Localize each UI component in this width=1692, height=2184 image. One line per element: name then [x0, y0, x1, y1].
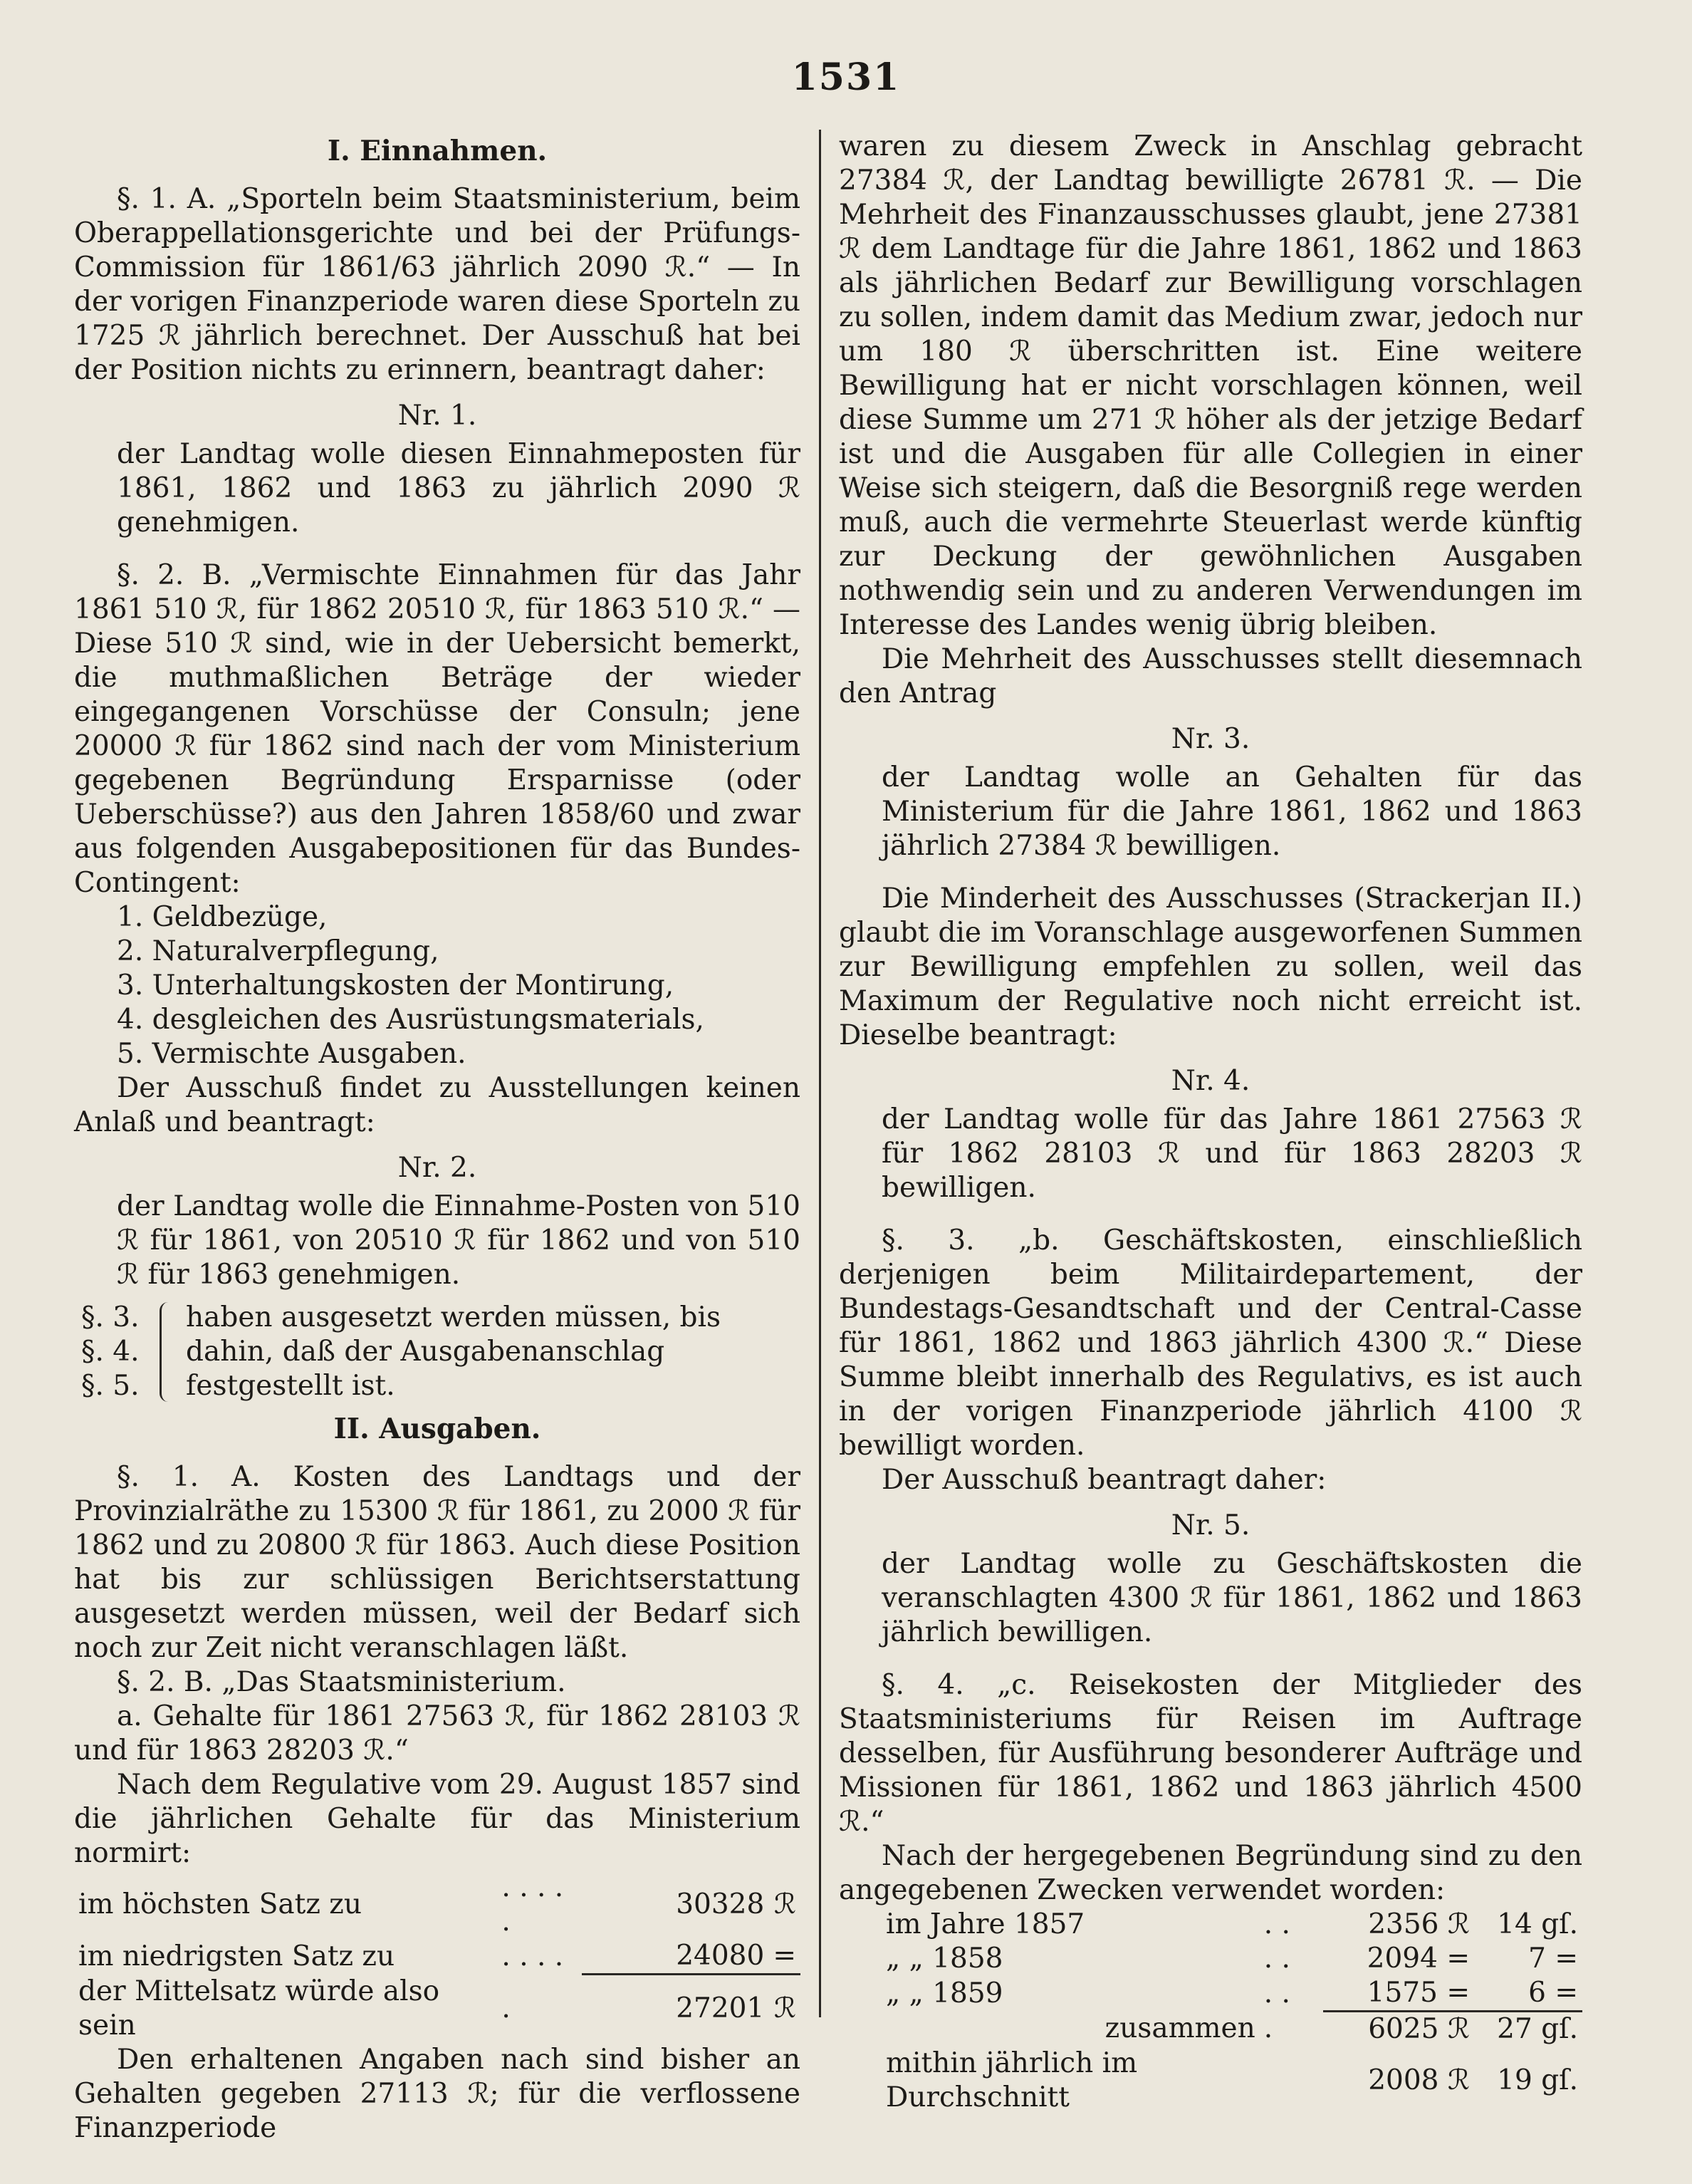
brace-refs: [74, 1301, 160, 1403]
table-row: [882, 1976, 1582, 2012]
sum-row: [882, 2012, 1582, 2047]
paragraph: §. 4. „c. Reisekosten der Mitglieder des Staatsministeriums für Reisen im Auftrage desselben, für Ausführung besonderer Aufträge und Missionen für 1861, 1862 und 1863 jährlich 4500 ℛ.“: [839, 1669, 1582, 1838]
travel-cost-table: [882, 1908, 1582, 2115]
list-item: 4. desgleichen des Ausrüstungsmaterials,: [117, 1004, 704, 1036]
row-groschen: 14 gſ.: [1497, 1908, 1578, 1940]
paragraph: a. Gehalte für 1861 27563 ℛ, für 1862 28103 ℛ und für 1863 28203 ℛ.“: [74, 1700, 800, 1767]
average-groschen: 19 gſ.: [1497, 2064, 1578, 2096]
paragraph: §. 2. B. „Vermischte Einnahmen für das Jahr 1861 510 ℛ, für 1862 20510 ℛ, für 1863 510 ℛ.“ — Diese 510 ℛ sind, wie in der Uebersicht bemerkt, die muthmaßlichen Beträge der wieder eingegangenen Vorschüsse der Consuln; jene 20000 ℛ für 1862 sind nach der vom Ministerium gegebenen Begründung Ersparnisse (oder Ueberschüsse?) aus den Jahren 1858/60 und zwar aus folgenden Ausgabepositionen für das Bundes-Contingent:: [74, 559, 800, 899]
position-list: [74, 900, 800, 1071]
motion-number: Nr. 4.: [1171, 1065, 1250, 1097]
sum-label: der Mittelsatz würde also sein: [78, 1975, 440, 2042]
row-label: im höchsten Satz zu: [78, 1888, 362, 1920]
row-dots: . . . .: [501, 1940, 564, 1972]
row-dots: . .: [1263, 1908, 1290, 1940]
paragraph: §. 3. „b. Geschäftskosten, einschließlich derjenigen beim Militairdepartement, der Bundestags-Gesandtschaft und der Central-Casse für 1861, 1862 und 1863 jährlich 4300 ℛ.“ Diese Summe bleibt innerhalb des Regulativs, es ist auch in der vorigen Finanzperiode jährlich 4100 ℛ bewilligt worden.: [839, 1224, 1582, 1462]
sum-thaler: 6025 ℛ: [1323, 2012, 1474, 2047]
paragraph: Nach dem Regulative vom 29. August 1857 sind die jährlichen Gehalte für das Ministerium normirt:: [74, 1769, 800, 1869]
section-ref: §. 4.: [81, 1336, 140, 1368]
sum-groschen: 27 gſ.: [1474, 2012, 1582, 2047]
row-groschen: 7 =: [1528, 1943, 1578, 1975]
paragraph: Nach der hergegebenen Begründung sind zu den angegebenen Zwecken verwendet worden:: [839, 1840, 1582, 1906]
row-dots: . .: [1263, 1977, 1290, 2009]
row-value: 30328: [676, 1888, 765, 1920]
row-label: „ „ 1858: [886, 1943, 1003, 1975]
motion-text: der Landtag wolle zu Geschäftskosten die veranschlagten 4300 ℛ für 1861, 1862 und 1863 jährlich bewilligen.: [882, 1548, 1582, 1648]
list-item: 1. Geldbezüge,: [117, 901, 328, 933]
column-divider: [819, 130, 821, 2017]
table-row: [882, 1908, 1582, 1942]
row-label: „ „ 1859: [886, 1977, 1003, 2009]
paragraph: waren zu diesem Zweck in Anschlag gebracht 27384 ℛ, der Landtag bewilligte 26781 ℛ. — Die Mehrheit des Finanzausschusses glaubt, jene 27381 ℛ dem Landtage für die Jahre 1861, 1862 und 1863 als jährlichen Bedarf zur Bewilligung vorschlagen zu sollen, indem damit das Medium zwar, jedoch nur um 180 ℛ überschritten ist. Eine weitere Bewilligung hat er nicht vorschlagen können, weil diese Summe um 271 ℛ höher als der jetzige Bedarf ist und die Ausgaben für alle Collegien in einer Weise sich steigern, daß die Besorgniß rege werden muß, auch die vermehrte Steuerlast werde künftig zur Deckung der gewöhnlichen Ausgaben nothwendig sein und zu anderen Verwendungen im Interesse des Landes wenig übrig bleiben.: [839, 130, 1583, 641]
sum-unit: ℛ: [768, 1975, 800, 2043]
salary-table: [74, 1871, 800, 2043]
brace-text: haben ausgesetzt werden müssen, bis dahin, daß der Ausgabenanschlag festgestellt ist.: [186, 1301, 721, 1402]
row-thaler: 1575 =: [1367, 1977, 1470, 2009]
section-ref: §. 3.: [81, 1301, 140, 1333]
paragraph: §. 1. A. „Sporteln beim Staatsministerium, beim Oberappellationsgerichte und bei der Prüfungs-Commission für 1861/63 jährlich 2090 ℛ.“ — In der vorigen Finanzperiode waren diese Sporteln zu 1725 ℛ jährlich berechnet. Der Ausschuß hat bei der Position nichts zu erinnern, beantragt daher:: [74, 183, 800, 386]
row-dots: . . . . .: [501, 1871, 564, 1938]
row-unit: =: [773, 1940, 796, 1972]
paragraph: Der Ausschuß findet zu Ausstellungen keinen Anlaß und beantragt:: [74, 1072, 800, 1138]
list-item: 3. Unterhaltungskosten der Montirung,: [117, 969, 674, 1002]
row-thaler: 2356 ℛ: [1368, 1908, 1470, 1940]
sum-row: [74, 1975, 800, 2043]
paragraph: Die Minderheit des Ausschusses (Strackerjan II.) glaubt die im Voranschlage ausgeworfenen Summen zur Bewilligung empfehlen zu sollen, weil das Maximum der Regulative noch nicht erreicht ist. Dieselbe beantragt:: [839, 883, 1582, 1051]
row-value: 24080: [676, 1940, 765, 1972]
average-thaler: 2008 ℛ: [1368, 2064, 1470, 2096]
motion-number: Nr. 5.: [1171, 1509, 1250, 1541]
paragraph: Die Mehrheit des Ausschusses stellt diesemnach den Antrag: [839, 643, 1582, 709]
motion-number: Nr. 3.: [1171, 723, 1250, 755]
row-thaler: 2094 =: [1367, 1943, 1470, 1975]
motion-number: Nr. 2.: [397, 1152, 477, 1184]
sum-value: 27201: [582, 1975, 768, 2043]
heading-einnahmen: I. Einnahmen.: [327, 135, 548, 167]
section-ref: §. 5.: [81, 1370, 140, 1402]
table-row: [882, 1942, 1582, 1976]
brace-group: [74, 1301, 800, 1403]
row-label: im niedrigsten Satz zu: [78, 1940, 395, 1972]
sum-label: zusammen: [1104, 2012, 1255, 2045]
motion-number: Nr. 1.: [397, 400, 477, 432]
list-item: 2. Naturalverpflegung,: [117, 935, 439, 967]
paragraph: §. 2. B. „Das Staatsministerium.: [117, 1666, 566, 1698]
paragraph: Der Ausschuß beantragt daher:: [882, 1464, 1327, 1496]
paragraph: Den erhaltenen Angaben nach sind bisher an Gehalten gegeben 27113 ℛ; für die verflossene Finanzperiode: [74, 2043, 800, 2144]
right-column: [839, 130, 1582, 2115]
sum-dots: .: [1263, 2012, 1273, 2045]
average-label: mithin jährlich im Durchschnitt: [886, 2047, 1138, 2113]
motion-text: der Landtag wolle die Einnahme-Posten von 510 ℛ für 1861, von 20510 ℛ für 1862 und von 510 ℛ für 1863 genehmigen.: [117, 1190, 800, 1291]
table-row: [74, 1939, 800, 1975]
motion-text: der Landtag wolle diesen Einnahmeposten für 1861, 1862 und 1863 zu jährlich 2090 ℛ genehmigen.: [117, 438, 800, 539]
row-dots: . .: [1263, 1943, 1290, 1975]
motion-text: der Landtag wolle für das Jahre 1861 27563 ℛ für 1862 28103 ℛ und für 1863 28203 ℛ bewilligen.: [882, 1103, 1582, 1204]
motion-text: der Landtag wolle an Gehalten für das Ministerium für die Jahre 1861, 1862 und 1863 jährlich 27384 ℛ bewilligen.: [882, 761, 1582, 862]
list-item: 5. Vermischte Ausgaben.: [117, 1038, 466, 1070]
row-label: im Jahre 1857: [886, 1908, 1085, 1940]
sum-dots: .: [501, 1992, 511, 2024]
average-row: [882, 2047, 1582, 2115]
page-number: 1531: [791, 56, 901, 99]
row-groschen: 6 =: [1528, 1977, 1578, 2009]
brace-icon: [160, 1302, 176, 1402]
heading-ausgaben: II. Ausgaben.: [333, 1413, 541, 1445]
paragraph: §. 1. A. Kosten des Landtags und der Provinzialräthe zu 15300 ℛ für 1861, zu 2000 ℛ für 1862 und zu 20800 ℛ für 1863. Auch diese Position hat bis zur schlüssigen Berichtserstattung ausgesetzt werden müssen, weil der Bedarf sich noch zur Zeit nicht veranschlagen läßt.: [74, 1461, 800, 1664]
table-row: [74, 1871, 800, 1939]
left-column: [74, 130, 800, 2146]
row-unit: ℛ: [773, 1888, 796, 1920]
